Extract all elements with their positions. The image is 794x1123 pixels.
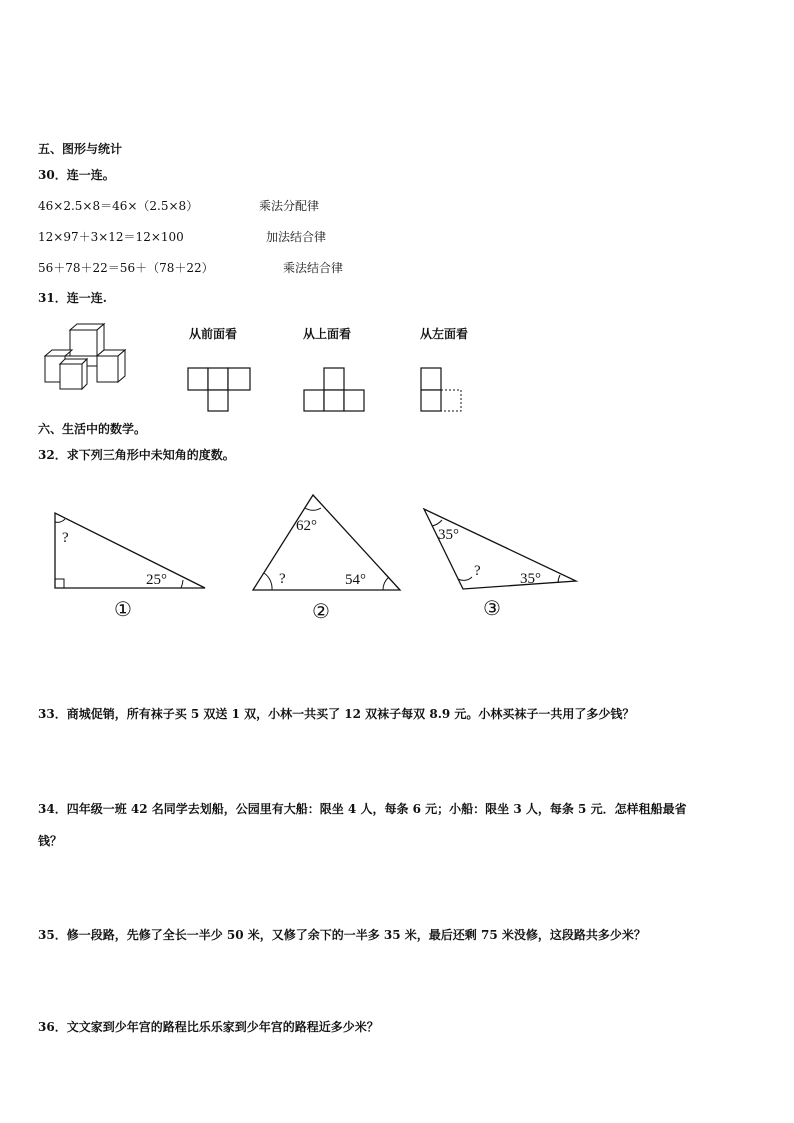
view-label-top: 从上面看 <box>303 327 352 341</box>
triangle-1-angle-label: 25° <box>146 572 167 588</box>
top-view-figure <box>302 366 370 414</box>
triangle-1-unknown-label: ? <box>62 530 69 546</box>
q30-law-1: 乘法分配律 <box>259 199 320 213</box>
triangle-3-unknown-label: ? <box>474 563 481 579</box>
q30-law-3: 乘法结合律 <box>283 261 344 275</box>
triangle-1-number: ① <box>114 599 132 621</box>
question-30-title: 30．连一连。 <box>38 168 115 182</box>
triangle-3-number: ③ <box>483 598 501 620</box>
question-35: 35．修一段路，先修了全长一半少 50 米，又修了余下的一半多 35 米，最后还剩 75 米没修，这段路共多少米？ <box>38 928 646 942</box>
q30-expression-3: 56＋78＋22＝56＋（78＋22） <box>38 261 214 275</box>
q30-expression-1: 46×2.5×8＝46×（2.5×8） <box>38 199 199 213</box>
cube-stack-figure <box>40 322 130 392</box>
question-36: 36．文文家到少年宫的路程比乐乐家到少年宫的路程近多少米？ <box>38 1020 379 1034</box>
section-heading-6: 六、生活中的数学。 <box>38 422 147 436</box>
triangle-3-right-angle-label: 35° <box>520 571 541 587</box>
question-32-title: 32．求下列三角形中未知角的度数。 <box>38 448 235 462</box>
view-label-left: 从左面看 <box>420 327 469 341</box>
view-label-front: 从前面看 <box>189 327 238 341</box>
triangle-2 <box>250 492 405 622</box>
question-34-line-1: 34．四年级一班 42 名同学去划船，公园里有大船：限坐 4 人，每条 6 元；小船：限坐 3 人，每条 5 元．怎样租船最省 <box>38 802 687 816</box>
triangle-2-unknown-label: ? <box>279 571 286 587</box>
question-31-title: 31．连一连. <box>38 291 107 305</box>
triangle-2-number: ② <box>312 601 330 623</box>
question-33: 33．商城促销，所有袜子买 5 双送 1 双，小林一共买了 12 双袜子每双 8.9 元。小林买袜子一共用了多少钱？ <box>38 707 635 721</box>
triangle-3 <box>420 505 580 620</box>
triangle-3-top-angle-label: 35° <box>438 527 459 543</box>
left-view-figure <box>419 366 469 414</box>
triangle-1 <box>50 508 210 620</box>
section-heading-5: 五、图形与统计 <box>38 142 123 156</box>
front-view-figure <box>186 366 256 414</box>
q30-law-2: 加法结合律 <box>266 230 327 244</box>
question-34-line-2: 钱？ <box>38 834 63 848</box>
triangle-2-top-angle-label: 62° <box>296 518 317 534</box>
q30-expression-2: 12×97＋3×12＝12×100 <box>38 230 184 244</box>
triangle-2-right-angle-label: 54° <box>345 572 366 588</box>
